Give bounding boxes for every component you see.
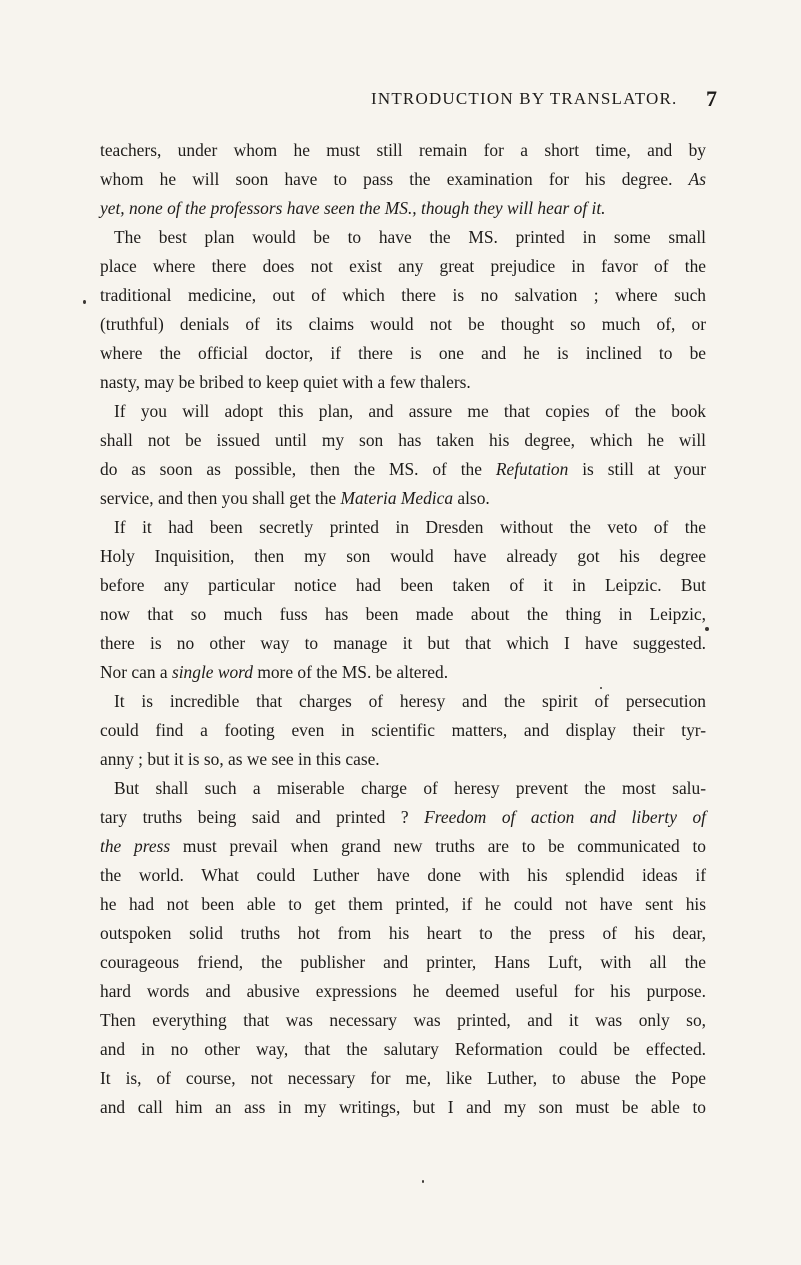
text-segment: place where there does not exist any great prejudice in favor of the: [100, 256, 706, 276]
text-segment: he had not been able to get them printed, if he could not have sent his: [100, 894, 706, 914]
text-segment: hard words and abusive expressions he deemed useful for his purpose.: [100, 981, 706, 1001]
ink-speck: [83, 300, 86, 304]
text-segment: where the official doctor, if there is one and he is inclined to be: [100, 343, 706, 363]
text-segment: now that so much fuss has been made about the thing in Leipzic,: [100, 604, 706, 624]
text-segment: and call him an ass in my writings, but I and my son must be able to: [100, 1097, 706, 1117]
text-line: [100, 745, 706, 774]
text-line: [100, 252, 706, 281]
text-line: [100, 194, 706, 223]
text-line: [100, 600, 706, 629]
text-segment: service, and then you shall get the: [100, 488, 341, 508]
text-segment: do as soon as possible, then the MS. of the: [100, 459, 496, 479]
text-line: [100, 368, 706, 397]
text-line: [100, 426, 706, 455]
text-line: [100, 397, 706, 426]
ink-speck: [705, 627, 709, 631]
text-line: [100, 861, 706, 890]
text-line: [100, 1035, 706, 1064]
text-line: [100, 1093, 706, 1122]
text-line: [100, 716, 706, 745]
text-segment: shall not be issued until my son has taken his degree, which he will: [100, 430, 706, 450]
text-line: [100, 890, 706, 919]
text-segment: teachers, under whom he must still remain for a short time, and by: [100, 140, 706, 160]
text-segment: outspoken solid truths hot from his heart to the press of his dear,: [100, 923, 706, 943]
text-segment: It is incredible that charges of heresy and the spirit of persecution: [114, 691, 706, 711]
text-line: [100, 281, 706, 310]
text-segment: It is, of course, not necessary for me, like Luther, to abuse the Pope: [100, 1068, 706, 1088]
text-line: [100, 1006, 706, 1035]
text-segment: more of the MS. be altered.: [252, 662, 449, 682]
text-line: [100, 658, 706, 687]
text-segment: Holy Inquisition, then my son would have already got his degree: [100, 546, 706, 566]
text-line: [100, 223, 706, 252]
text-line: [100, 977, 706, 1006]
text-line: [100, 165, 706, 194]
text-segment: traditional medicine, out of which there is no salvation ; where such: [100, 285, 706, 305]
text-line: [100, 803, 706, 832]
text-line: [100, 832, 706, 861]
text-segment: If it had been secretly printed in Dresden without the veto of the: [114, 517, 706, 537]
text-segment: the world. What could Luther have done with his splendid ideas if: [100, 865, 706, 885]
text-segment: there is no other way to manage it but that which I have suggested.: [100, 633, 706, 653]
text-segment: But shall such a miserable charge of heresy prevent the most salu-: [114, 778, 706, 798]
text-segment: If you will adopt this plan, and assure me that copies of the book: [114, 401, 706, 421]
text-line: [100, 948, 706, 977]
text-line: [100, 774, 706, 803]
text-line: [100, 136, 706, 165]
italic-text: single word: [171, 662, 253, 682]
text-segment: courageous friend, the publisher and printer, Hans Luft, with all the: [100, 952, 706, 972]
italic-text: Refutation: [495, 459, 569, 479]
text-line: [100, 571, 706, 600]
italic-text: As: [688, 169, 706, 189]
ink-speck: [422, 1180, 424, 1183]
text-segment: The best plan would be to have the MS. printed in some small: [114, 227, 706, 247]
text-segment: anny ; but it is so, as we see in this case.: [100, 749, 380, 769]
text-segment: also.: [453, 488, 490, 508]
text-segment: before any particular notice had been taken of it in Leipzic. But: [100, 575, 706, 595]
text-line: [100, 513, 706, 542]
text-line: [100, 339, 706, 368]
italic-text: Materia Medica: [340, 488, 454, 508]
text-line: [100, 1064, 706, 1093]
text-segment: Then everything that was necessary was printed, and it was only so,: [100, 1010, 706, 1030]
body-text: [100, 136, 706, 1122]
text-line: [100, 310, 706, 339]
text-segment: and in no other way, that the salutary Reformation could be effected.: [100, 1039, 706, 1059]
text-line: [100, 629, 706, 658]
text-segment: nasty, may be bribed to keep quiet with a few thalers.: [100, 372, 471, 392]
text-line: [100, 455, 706, 484]
text-segment: Nor can a: [100, 662, 172, 682]
page-number: 7: [706, 86, 717, 111]
text-segment: is still at your: [568, 459, 707, 479]
text-line: [100, 919, 706, 948]
running-header: INTRODUCTION BY TRANSLATOR.: [371, 89, 678, 108]
text-segment: could find a footing even in scientific matters, and display their tyr-: [100, 720, 706, 740]
ink-speck: [600, 687, 602, 689]
text-line: [100, 484, 706, 513]
italic-text: Freedom of action and liberty of: [424, 807, 707, 827]
italic-text: the press: [100, 836, 171, 856]
text-line: [100, 542, 706, 571]
text-segment: (truthful) denials of its claims would not be thought so much of, or: [100, 314, 706, 334]
text-segment: whom he will soon have to pass the examination for his degree.: [100, 169, 689, 189]
text-segment: must prevail when grand new truths are to be communicated to: [170, 836, 706, 856]
text-line: [100, 687, 706, 716]
text-segment: tary truths being said and printed ?: [100, 807, 425, 827]
italic-text: yet, none of the professors have seen the MS., though they will hear of it.: [100, 198, 606, 218]
